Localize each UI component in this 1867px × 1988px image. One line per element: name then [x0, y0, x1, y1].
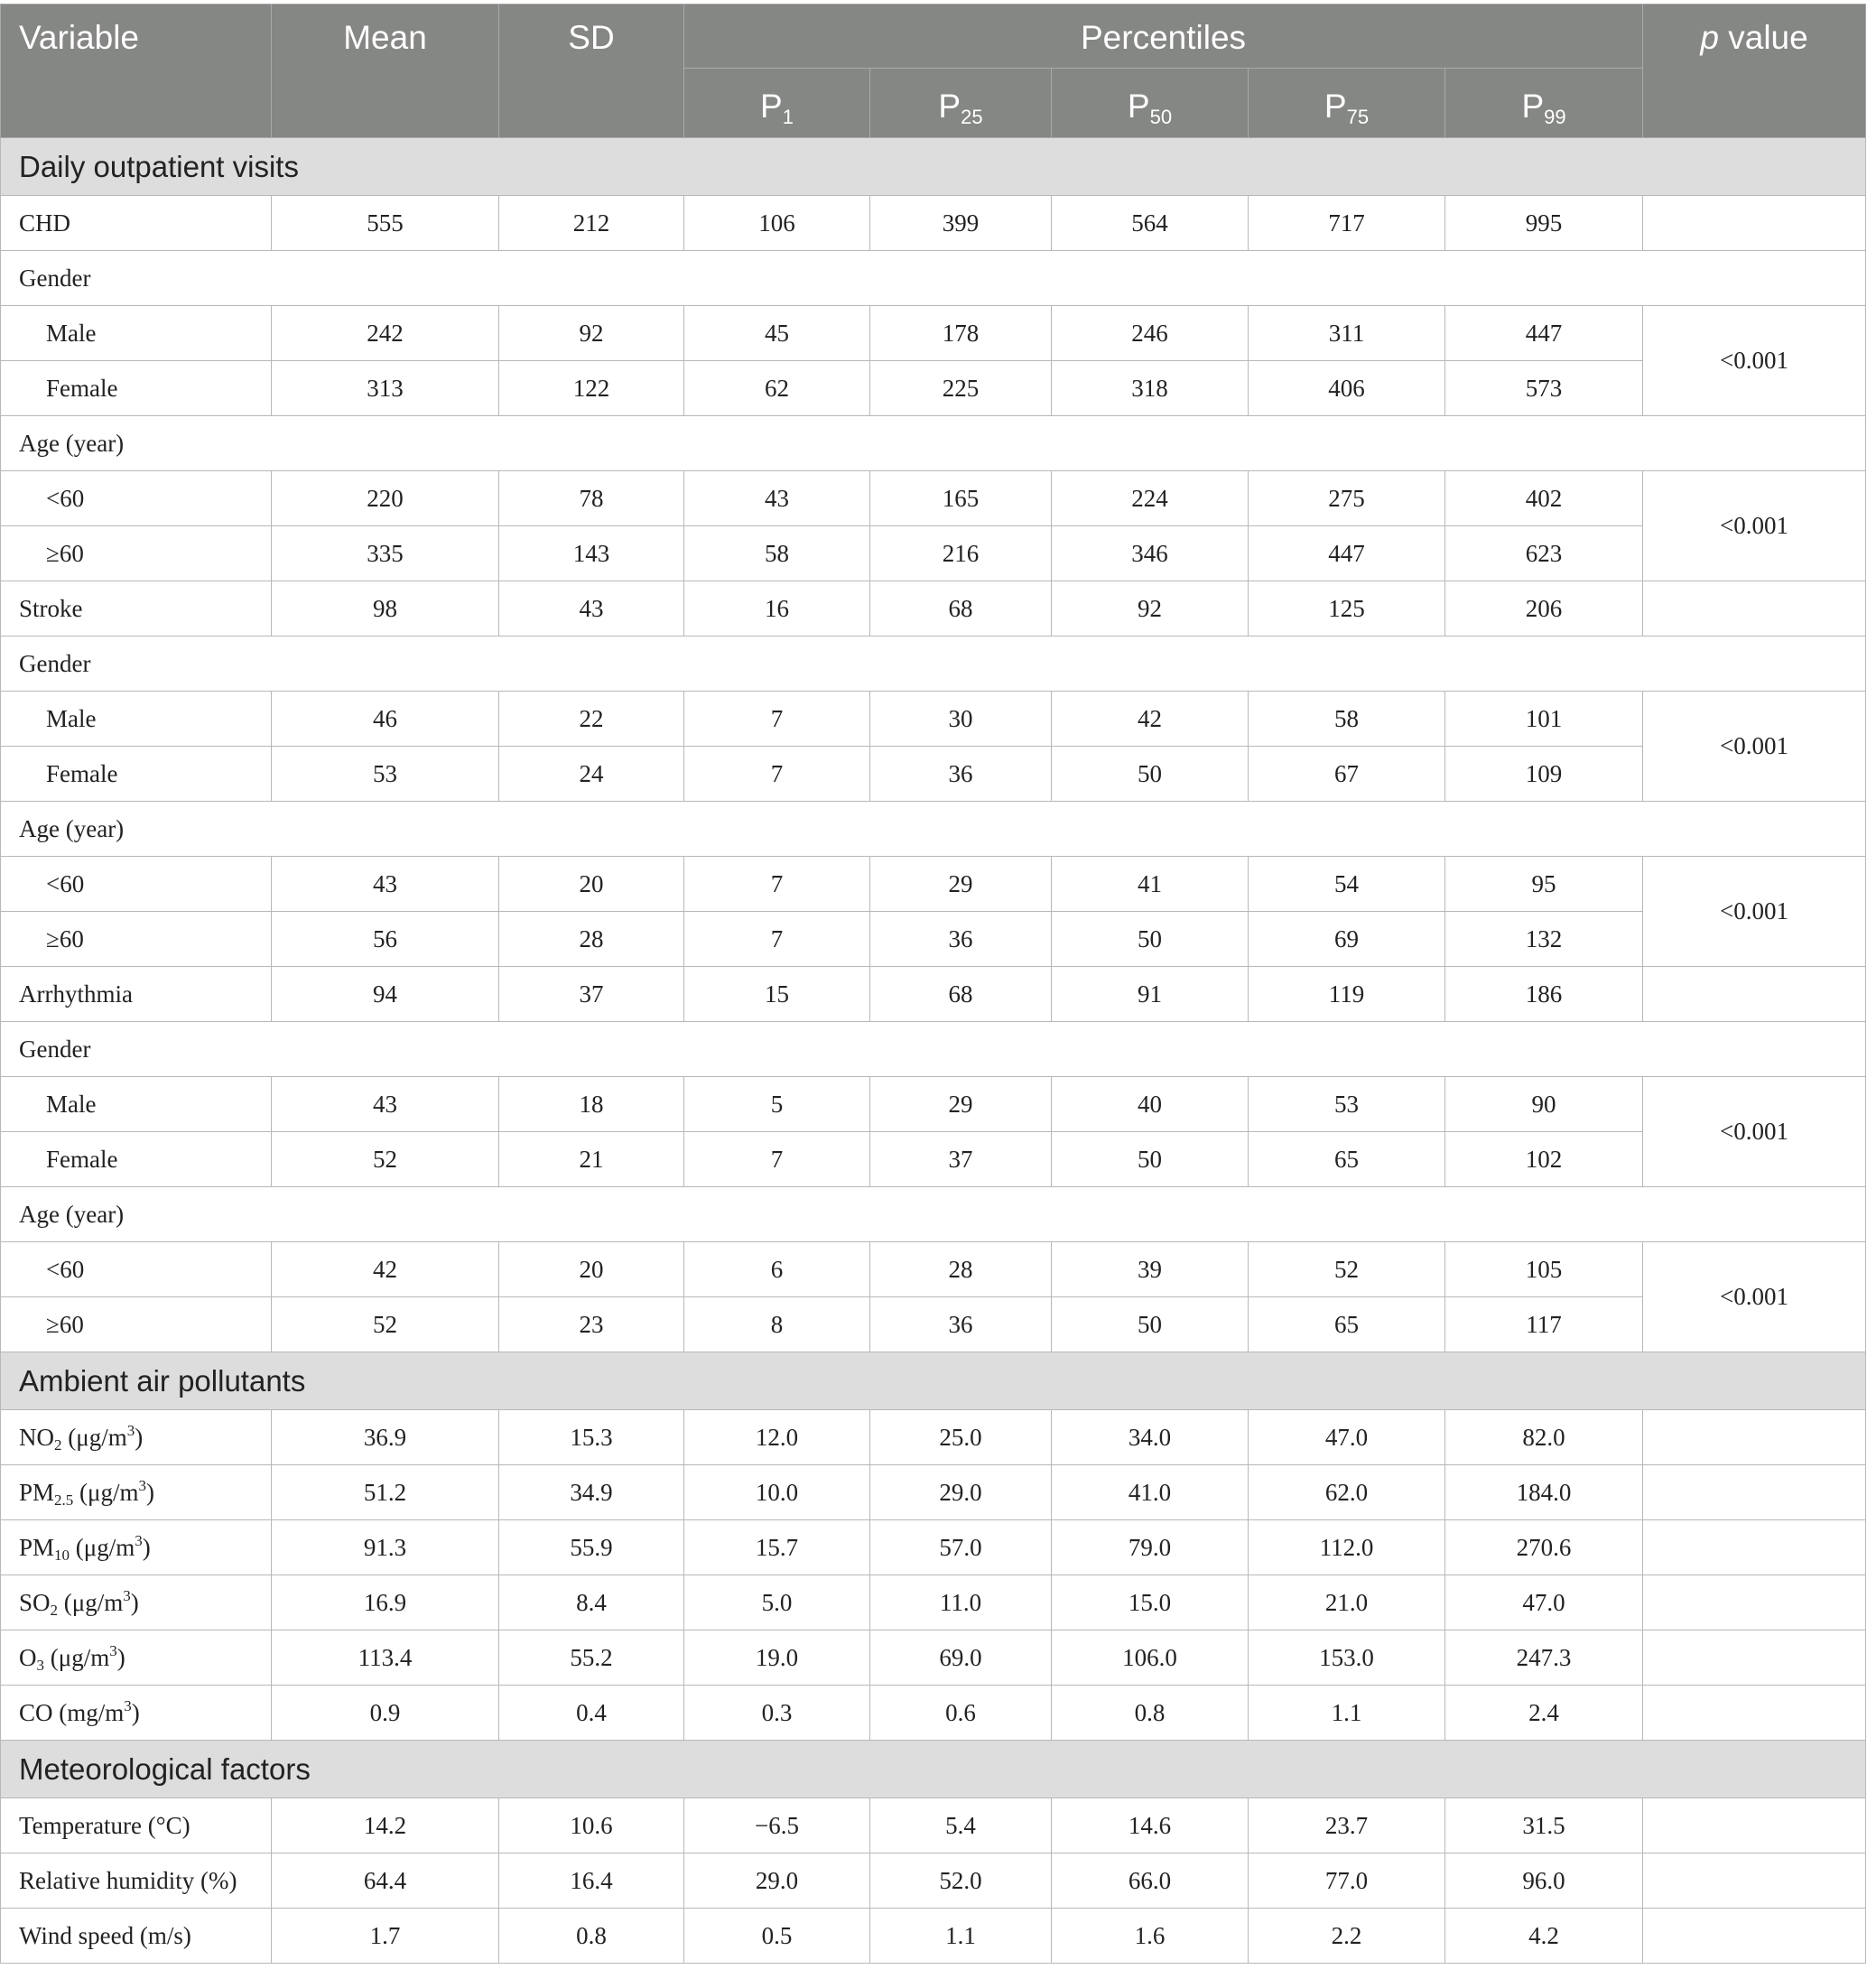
cell-p99: 96.0 — [1445, 1853, 1643, 1909]
cell-p99: 447 — [1445, 306, 1643, 361]
cell-p50: 346 — [1052, 526, 1249, 581]
table-row — [1, 1077, 1866, 1132]
table-row — [1, 747, 1866, 802]
cell-p-value: <0.001 — [1643, 1242, 1866, 1352]
cell-p50: 50 — [1052, 747, 1249, 802]
cell-p-value: <0.001 — [1643, 1077, 1866, 1187]
cell-p50: 39 — [1052, 1242, 1249, 1297]
cell-p25: 36 — [870, 747, 1052, 802]
row-label: Temperature (°C) — [1, 1798, 272, 1853]
cell-p75: 65 — [1249, 1297, 1445, 1352]
cell-p50: 246 — [1052, 306, 1249, 361]
cell-p1: 5.0 — [684, 1575, 870, 1630]
cell-p75: 47.0 — [1249, 1410, 1445, 1465]
cell-p1: 43 — [684, 471, 870, 526]
table-row — [1, 1132, 1866, 1187]
row-label: ≥60 — [1, 1297, 272, 1352]
cell-p75: 112.0 — [1249, 1520, 1445, 1575]
cell-p25: 1.1 — [870, 1909, 1052, 1964]
cell-p50: 42 — [1052, 692, 1249, 747]
table-row — [1, 196, 1866, 251]
header-percentiles: Percentiles — [684, 5, 1643, 69]
table-row — [1, 526, 1866, 581]
cell-p50: 0.8 — [1052, 1686, 1249, 1741]
subgroup-label: Age (year) — [1, 1187, 1866, 1242]
table-row — [1, 581, 1866, 636]
cell-p25: 165 — [870, 471, 1052, 526]
cell-p1: 7 — [684, 747, 870, 802]
cell-mean: 51.2 — [272, 1465, 499, 1520]
row-label: Female — [1, 747, 272, 802]
cell-p50: 224 — [1052, 471, 1249, 526]
cell-sd: 24 — [499, 747, 684, 802]
cell-mean: 94 — [272, 967, 499, 1022]
row-label: $O_3$ $(\mu g/m^3)$ — [1, 1630, 272, 1686]
cell-p-value: <0.001 — [1643, 306, 1866, 416]
table-row — [1, 471, 1866, 526]
header-p1: $P_1$ — [684, 69, 870, 138]
table-row — [1, 1686, 1866, 1741]
cell-p-value — [1643, 196, 1866, 251]
cell-sd: 143 — [499, 526, 684, 581]
row-label: ≥60 — [1, 912, 272, 967]
section-meteorological: Meteorological factors — [1, 1741, 1866, 1798]
cell-sd: 28 — [499, 912, 684, 967]
subgroup-label: Age (year) — [1, 416, 1866, 471]
cell-mean: 64.4 — [272, 1853, 499, 1909]
cell-p99: 117 — [1445, 1297, 1643, 1352]
subgroup-label: Gender — [1, 1022, 1866, 1077]
cell-mean: 1.7 — [272, 1909, 499, 1964]
cell-p50: 14.6 — [1052, 1798, 1249, 1853]
cell-sd: 20 — [499, 1242, 684, 1297]
cell-p-value — [1643, 1520, 1866, 1575]
cell-p25: 36 — [870, 1297, 1052, 1352]
cell-sd: 78 — [499, 471, 684, 526]
cell-mean: 91.3 — [272, 1520, 499, 1575]
cell-mean: 313 — [272, 361, 499, 416]
cell-p25: 5.4 — [870, 1798, 1052, 1853]
cell-p99: 105 — [1445, 1242, 1643, 1297]
cell-p1: 0.5 — [684, 1909, 870, 1964]
table-row — [1, 857, 1866, 912]
cell-p75: 153.0 — [1249, 1630, 1445, 1686]
cell-p75: 54 — [1249, 857, 1445, 912]
cell-p99: 31.5 — [1445, 1798, 1643, 1853]
cell-p1: −6.5 — [684, 1798, 870, 1853]
row-label: Relative humidity (%) — [1, 1853, 272, 1909]
cell-p75: 125 — [1249, 581, 1445, 636]
cell-p50: 34.0 — [1052, 1410, 1249, 1465]
cell-p75: 67 — [1249, 747, 1445, 802]
cell-sd: 55.2 — [499, 1630, 684, 1686]
cell-p75: 2.2 — [1249, 1909, 1445, 1964]
table-row — [1, 251, 1866, 306]
cell-p25: 68 — [870, 581, 1052, 636]
cell-p75: 311 — [1249, 306, 1445, 361]
cell-p25: 37 — [870, 1132, 1052, 1187]
cell-p-value — [1643, 1630, 1866, 1686]
cell-p-value — [1643, 581, 1866, 636]
row-label: <60 — [1, 1242, 272, 1297]
table-row — [1, 1630, 1866, 1686]
cell-p-value: <0.001 — [1643, 857, 1866, 967]
row-label: <60 — [1, 471, 272, 526]
cell-p99: 95 — [1445, 857, 1643, 912]
cell-p25: 29 — [870, 1077, 1052, 1132]
table-row — [1, 1853, 1866, 1909]
cell-p1: 7 — [684, 692, 870, 747]
cell-p1: 19.0 — [684, 1630, 870, 1686]
cell-sd: 10.6 — [499, 1798, 684, 1853]
cell-p-value — [1643, 1853, 1866, 1909]
cell-mean: 52 — [272, 1297, 499, 1352]
cell-p1: 7 — [684, 857, 870, 912]
header-p-value: p value — [1643, 5, 1866, 138]
cell-p50: 318 — [1052, 361, 1249, 416]
cell-p1: 45 — [684, 306, 870, 361]
cell-p75: 52 — [1249, 1242, 1445, 1297]
cell-p1: 0.3 — [684, 1686, 870, 1741]
row-label: <60 — [1, 857, 272, 912]
cell-p25: 57.0 — [870, 1520, 1052, 1575]
cell-mean: 43 — [272, 857, 499, 912]
cell-p50: 564 — [1052, 196, 1249, 251]
cell-p50: 40 — [1052, 1077, 1249, 1132]
cell-p50: 79.0 — [1052, 1520, 1249, 1575]
cell-p50: 50 — [1052, 912, 1249, 967]
cell-p75: 69 — [1249, 912, 1445, 967]
table-row — [1, 1410, 1866, 1465]
cell-sd: 212 — [499, 196, 684, 251]
table-row — [1, 361, 1866, 416]
cell-p99: 186 — [1445, 967, 1643, 1022]
table-row — [1, 1187, 1866, 1242]
cell-p25: 0.6 — [870, 1686, 1052, 1741]
cell-p99: 102 — [1445, 1132, 1643, 1187]
cell-sd: 122 — [499, 361, 684, 416]
row-label: CHD — [1, 196, 272, 251]
cell-sd: 37 — [499, 967, 684, 1022]
cell-p75: 447 — [1249, 526, 1445, 581]
cell-p25: 52.0 — [870, 1853, 1052, 1909]
cell-p25: 29 — [870, 857, 1052, 912]
row-label: Female — [1, 1132, 272, 1187]
cell-mean: 113.4 — [272, 1630, 499, 1686]
cell-p1: 15 — [684, 967, 870, 1022]
cell-p1: 7 — [684, 1132, 870, 1187]
cell-p75: 1.1 — [1249, 1686, 1445, 1741]
row-label: Wind speed (m/s) — [1, 1909, 272, 1964]
cell-p1: 29.0 — [684, 1853, 870, 1909]
cell-p25: 69.0 — [870, 1630, 1052, 1686]
subgroup-label: Age (year) — [1, 802, 1866, 857]
header-mean: Mean — [272, 5, 499, 138]
table-row — [1, 1465, 1866, 1520]
header-p50: $P_{50}$ — [1052, 69, 1249, 138]
cell-p50: 50 — [1052, 1297, 1249, 1352]
cell-p25: 30 — [870, 692, 1052, 747]
cell-p50: 41 — [1052, 857, 1249, 912]
cell-p25: 28 — [870, 1242, 1052, 1297]
cell-p99: 47.0 — [1445, 1575, 1643, 1630]
cell-p1: 8 — [684, 1297, 870, 1352]
cell-p1: 12.0 — [684, 1410, 870, 1465]
cell-p1: 106 — [684, 196, 870, 251]
cell-p1: 5 — [684, 1077, 870, 1132]
cell-p99: 270.6 — [1445, 1520, 1643, 1575]
section-row — [1, 1741, 1866, 1798]
cell-p99: 573 — [1445, 361, 1643, 416]
cell-p1: 62 — [684, 361, 870, 416]
cell-p99: 90 — [1445, 1077, 1643, 1132]
cell-p75: 275 — [1249, 471, 1445, 526]
section-row — [1, 138, 1866, 196]
table-row — [1, 802, 1866, 857]
header-p99: $P_{99}$ — [1445, 69, 1643, 138]
table-row — [1, 692, 1866, 747]
cell-sd: 16.4 — [499, 1853, 684, 1909]
cell-mean: 14.2 — [272, 1798, 499, 1853]
cell-p1: 15.7 — [684, 1520, 870, 1575]
cell-p-value: <0.001 — [1643, 471, 1866, 581]
subgroup-label: Gender — [1, 636, 1866, 692]
table-row — [1, 1242, 1866, 1297]
cell-sd: 21 — [499, 1132, 684, 1187]
table-row — [1, 1798, 1866, 1853]
cell-sd: 18 — [499, 1077, 684, 1132]
cell-p-value — [1643, 1465, 1866, 1520]
cell-sd: 20 — [499, 857, 684, 912]
table-row — [1, 1297, 1866, 1352]
cell-sd: 55.9 — [499, 1520, 684, 1575]
row-label: $PM_{2.5}$ $(\mu g/m^3)$ — [1, 1465, 272, 1520]
cell-sd: 92 — [499, 306, 684, 361]
header-sd: SD — [499, 5, 684, 138]
section-outpatient: Daily outpatient visits — [1, 138, 1866, 196]
table-row — [1, 1575, 1866, 1630]
cell-mean: 56 — [272, 912, 499, 967]
table-row — [1, 967, 1866, 1022]
descriptive-statistics-table — [0, 4, 1866, 1964]
cell-p75: 21.0 — [1249, 1575, 1445, 1630]
cell-mean: 242 — [272, 306, 499, 361]
cell-p75: 119 — [1249, 967, 1445, 1022]
cell-p1: 7 — [684, 912, 870, 967]
row-label: Male — [1, 692, 272, 747]
cell-p50: 91 — [1052, 967, 1249, 1022]
cell-mean: 52 — [272, 1132, 499, 1187]
cell-p99: 402 — [1445, 471, 1643, 526]
cell-p99: 4.2 — [1445, 1909, 1643, 1964]
cell-p99: 132 — [1445, 912, 1643, 967]
cell-p50: 15.0 — [1052, 1575, 1249, 1630]
cell-p75: 406 — [1249, 361, 1445, 416]
cell-mean: 16.9 — [272, 1575, 499, 1630]
section-pollutants: Ambient air pollutants — [1, 1352, 1866, 1410]
cell-p1: 16 — [684, 581, 870, 636]
cell-p99: 82.0 — [1445, 1410, 1643, 1465]
cell-p75: 65 — [1249, 1132, 1445, 1187]
cell-p25: 225 — [870, 361, 1052, 416]
row-label: Female — [1, 361, 272, 416]
cell-sd: 0.4 — [499, 1686, 684, 1741]
table-row — [1, 1022, 1866, 1077]
cell-sd: 22 — [499, 692, 684, 747]
cell-p25: 11.0 — [870, 1575, 1052, 1630]
cell-p-value — [1643, 1575, 1866, 1630]
cell-mean: 36.9 — [272, 1410, 499, 1465]
cell-p99: 995 — [1445, 196, 1643, 251]
cell-p25: 178 — [870, 306, 1052, 361]
cell-p1: 6 — [684, 1242, 870, 1297]
cell-p50: 41.0 — [1052, 1465, 1249, 1520]
cell-p99: 184.0 — [1445, 1465, 1643, 1520]
cell-mean: 0.9 — [272, 1686, 499, 1741]
cell-p50: 92 — [1052, 581, 1249, 636]
cell-mean: 42 — [272, 1242, 499, 1297]
row-label: CO $(mg/m^3)$ — [1, 1686, 272, 1741]
cell-p-value: <0.001 — [1643, 692, 1866, 802]
row-label: Male — [1, 1077, 272, 1132]
table-row — [1, 1909, 1866, 1964]
cell-p-value — [1643, 1909, 1866, 1964]
table-row — [1, 1520, 1866, 1575]
cell-p-value — [1643, 1686, 1866, 1741]
row-label: ≥60 — [1, 526, 272, 581]
cell-p25: 29.0 — [870, 1465, 1052, 1520]
cell-mean: 46 — [272, 692, 499, 747]
cell-p99: 623 — [1445, 526, 1643, 581]
cell-mean: 220 — [272, 471, 499, 526]
row-label: $SO_2$ $(\mu g/m^3)$ — [1, 1575, 272, 1630]
header-variable: Variable — [1, 5, 272, 138]
header-p75: $P_{75}$ — [1249, 69, 1445, 138]
cell-p25: 36 — [870, 912, 1052, 967]
header-p25: $P_{25}$ — [870, 69, 1052, 138]
cell-p75: 77.0 — [1249, 1853, 1445, 1909]
subgroup-label: Gender — [1, 251, 1866, 306]
table-row — [1, 306, 1866, 361]
row-label: Male — [1, 306, 272, 361]
cell-p75: 717 — [1249, 196, 1445, 251]
cell-mean: 335 — [272, 526, 499, 581]
cell-p50: 1.6 — [1052, 1909, 1249, 1964]
cell-p75: 62.0 — [1249, 1465, 1445, 1520]
cell-mean: 43 — [272, 1077, 499, 1132]
cell-p75: 58 — [1249, 692, 1445, 747]
cell-p99: 2.4 — [1445, 1686, 1643, 1741]
cell-p1: 10.0 — [684, 1465, 870, 1520]
cell-mean: 53 — [272, 747, 499, 802]
cell-p25: 25.0 — [870, 1410, 1052, 1465]
table-row — [1, 912, 1866, 967]
cell-p75: 53 — [1249, 1077, 1445, 1132]
table-row — [1, 416, 1866, 471]
cell-p99: 247.3 — [1445, 1630, 1643, 1686]
cell-p25: 216 — [870, 526, 1052, 581]
cell-p25: 68 — [870, 967, 1052, 1022]
table-row — [1, 636, 1866, 692]
row-label: $PM_{10}$ $(\mu g/m^3)$ — [1, 1520, 272, 1575]
row-label: Arrhythmia — [1, 967, 272, 1022]
cell-sd: 15.3 — [499, 1410, 684, 1465]
row-label: $NO_2$ $(\mu g/m^3)$ — [1, 1410, 272, 1465]
cell-p25: 399 — [870, 196, 1052, 251]
cell-p50: 66.0 — [1052, 1853, 1249, 1909]
cell-p-value — [1643, 1410, 1866, 1465]
cell-sd: 8.4 — [499, 1575, 684, 1630]
section-row — [1, 1352, 1866, 1410]
cell-p1: 58 — [684, 526, 870, 581]
cell-p50: 50 — [1052, 1132, 1249, 1187]
cell-p50: 106.0 — [1052, 1630, 1249, 1686]
cell-p99: 109 — [1445, 747, 1643, 802]
cell-p-value — [1643, 967, 1866, 1022]
cell-mean: 98 — [272, 581, 499, 636]
cell-sd: 0.8 — [499, 1909, 684, 1964]
cell-sd: 23 — [499, 1297, 684, 1352]
row-label: Stroke — [1, 581, 272, 636]
cell-p99: 206 — [1445, 581, 1643, 636]
cell-sd: 43 — [499, 581, 684, 636]
cell-p99: 101 — [1445, 692, 1643, 747]
cell-p75: 23.7 — [1249, 1798, 1445, 1853]
cell-sd: 34.9 — [499, 1465, 684, 1520]
cell-mean: 555 — [272, 196, 499, 251]
cell-p-value — [1643, 1798, 1866, 1853]
